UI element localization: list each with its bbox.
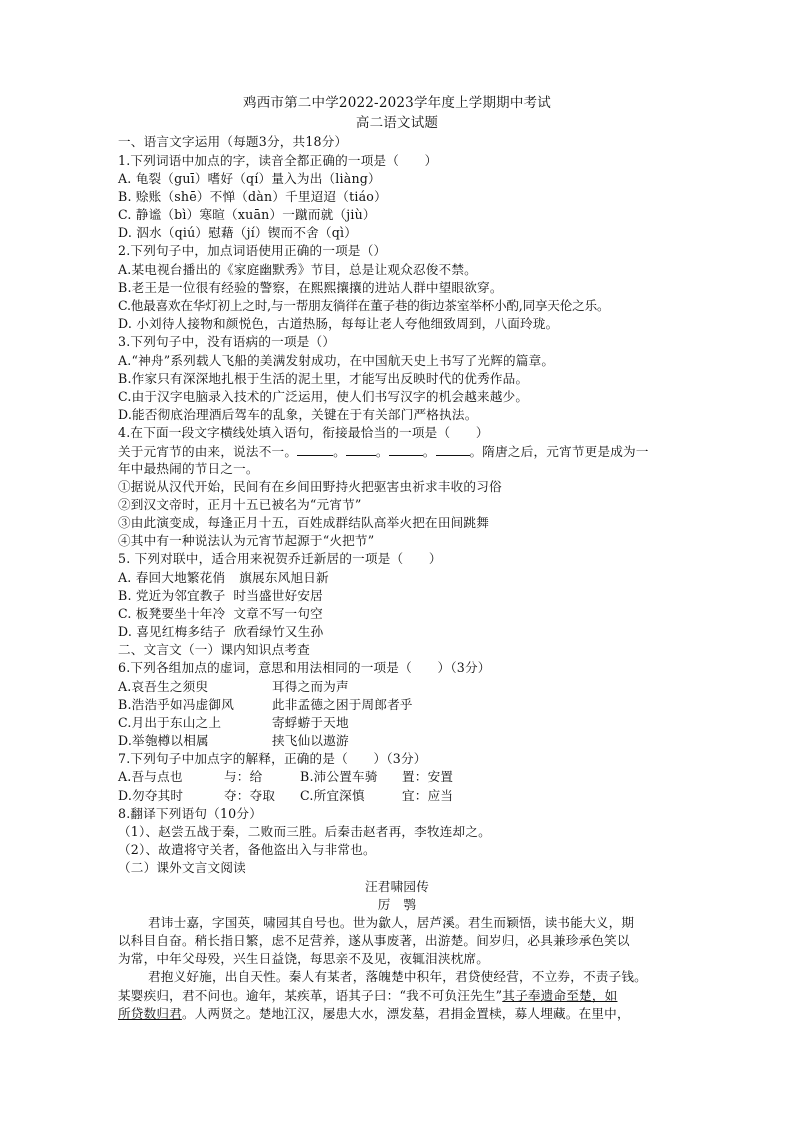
q5-b-upper: B. 党近为邻宜教子 bbox=[118, 588, 226, 603]
q5-option-a bbox=[118, 569, 329, 587]
passage-p1-line3: 为常，中年父母殁，兴生日益饶，每思亲不及见，夜辄泪浃枕席。 bbox=[118, 951, 490, 966]
q6-d-first: D.举匏樽以相属 bbox=[118, 733, 209, 748]
q4-sentence-2: ②到汉文帝时，正月十五已被名为“元宵节” bbox=[118, 497, 362, 512]
exam-title: 鸡西市第二中学2022-2023学年度上学期期中考试 bbox=[243, 95, 551, 111]
q2-option-b: B.老王是一位很有经验的警察，在熙熙攘攘的进站人群中望眼欲穿。 bbox=[118, 280, 503, 295]
q1-option-b: B. 赊账（shē）不惮（dàn）千里迢迢（tiáo） bbox=[118, 189, 387, 204]
passage-author: 厉 鹗 bbox=[377, 897, 417, 912]
passage-underlined-sentence-part1: 其子奉遗命至楚，如 bbox=[502, 988, 618, 1003]
q3-option-a: A.“神舟”系列载人飞船的美满发射成功，在中国航天史上书写了光辉的篇章。 bbox=[118, 353, 555, 368]
section2-sub-heading: （二）课外文言文阅读 bbox=[118, 860, 246, 875]
exam-subtitle: 高二语文试题 bbox=[355, 115, 439, 131]
passage-p2-line2 bbox=[118, 987, 617, 1005]
q6-option-b bbox=[118, 696, 413, 714]
q4-period-1: 。 bbox=[333, 444, 346, 459]
passage-p2-line3-text: 。人两贤之。楚地江汉，屡患大水，漂发墓，君捐金置椟，募人埋藏。在里中， bbox=[181, 1006, 630, 1021]
passage-p1-line2: 以科目自奋。稍长指日繁，虑不足营养，遂从事废著，出游楚。间岁归，必具兼珍承色笑以 bbox=[118, 933, 630, 948]
q2-option-d: D. 小刘待人接物和颜悦色，古道热肠，每每让老人夸他细致周到，八面玲珑。 bbox=[118, 316, 559, 331]
q3-option-d: D.能否彻底治理酒后驾车的乱象，关键在于有关部门严格执法。 bbox=[118, 407, 478, 422]
q6-c-first: C.月出于东山之上 bbox=[118, 715, 222, 730]
q4-blank-2[interactable] bbox=[346, 442, 376, 456]
q1-option-a: A. 龟裂（guī）嗜好（qí）量入为出（liàng） bbox=[118, 171, 381, 186]
q5-a-upper: A. 春回大地繁花俏 bbox=[118, 570, 226, 585]
q5-option-d bbox=[118, 623, 323, 641]
passage-p2-line3 bbox=[118, 1005, 630, 1023]
passage-underlined-sentence-part2: 所贷数归君 bbox=[118, 1006, 182, 1021]
q4-blank-1[interactable] bbox=[297, 442, 333, 456]
q7-d-gloss: 宜：应当 bbox=[402, 788, 454, 803]
q5-c-upper: C. 板凳要坐十年冷 bbox=[118, 606, 226, 621]
q3-stem: 3.下列句子中，没有语病的一项是（） bbox=[118, 334, 336, 349]
q4-passage-end: 。隋唐之后，元宵节更是成为一 bbox=[469, 444, 649, 459]
q5-d-upper: D. 喜见红梅多结子 bbox=[118, 624, 226, 639]
q6-option-a bbox=[118, 678, 349, 696]
q8-sentence-1: （1）、赵尝五战于秦，二败而三胜。后秦击赵者再，李牧连却之。 bbox=[118, 824, 491, 839]
q7-c-sentence: D.勿夺其时 bbox=[118, 788, 184, 803]
q6-d-second: 挟飞仙以遨游 bbox=[272, 733, 349, 748]
section2-heading: 二、文言文（一）课内知识点考查 bbox=[118, 642, 310, 657]
q5-b-lower: 时当盛世好安居 bbox=[233, 588, 323, 603]
q7-a-gloss: 与：给 bbox=[224, 769, 263, 784]
passage-p1-line1: 君讳士嘉，字国英，啸园其自号也。世为歙人，居芦溪。君生而颖悟，读书能大义，期 bbox=[148, 915, 635, 930]
q7-b-gloss: 置：安置 bbox=[402, 769, 454, 784]
q6-stem: 6.下列各组加点的虚词，意思和用法相同的一项是（ ）（3分） bbox=[118, 660, 491, 675]
passage-p2-line1: 君抱义好施，出自天性。秦人有某者，落魄楚中积年，君贷使经营，不立券，不责子钱。 bbox=[148, 969, 647, 984]
q4-blank-3[interactable] bbox=[389, 442, 423, 456]
q4-passage-start: 关于元宵节的由来，说法不一。 bbox=[118, 444, 298, 459]
passage-p2-line2-text: 某婴疾归，君不问也。逾年，某疾革，语其子曰：“我不可负汪先生” bbox=[118, 988, 503, 1003]
q4-sentence-4: ④其中有一种说法认为元宵节起源于“火把节” bbox=[118, 533, 375, 548]
q6-option-d bbox=[118, 732, 349, 750]
q4-period-3: 。 bbox=[422, 444, 436, 459]
q6-c-second: 寄蜉蝣于天地 bbox=[272, 715, 349, 730]
q7-row-1 bbox=[118, 768, 453, 786]
q1-stem: 1.下列词语中加点的字，读音全都正确的一项是（ ） bbox=[118, 153, 438, 168]
q3-option-b: B.作家只有深深地扎根于生活的泥土里，才能写出反映时代的优秀作品。 bbox=[118, 371, 529, 386]
q4-sentence-1: ①据说从汉代开始，民间有在乡间田野持火把驱害虫祈求丰收的习俗 bbox=[118, 479, 502, 494]
q2-stem: 2.下列句子中，加点词语使用正确的一项是（） bbox=[118, 243, 387, 258]
q1-option-c: C. 静谧（bì）寒暄（xuān）一蹴而就（jiù） bbox=[118, 207, 376, 222]
q6-option-c bbox=[118, 714, 349, 732]
q5-option-c bbox=[118, 605, 323, 623]
q6-a-first: A.哀吾生之须臾 bbox=[118, 679, 209, 694]
section1-heading: 一、语言文字运用（每题3分，共18分） bbox=[118, 134, 348, 149]
q1-option-d: D. 泅水（qiú）慰藉（jí）锲而不舍（qì） bbox=[118, 225, 357, 240]
q5-c-lower: 文章不写一句空 bbox=[233, 606, 323, 621]
q2-option-a: A.某电视台播出的《家庭幽默秀》节目，总是让观众忍俊不禁。 bbox=[118, 262, 477, 277]
q5-option-b bbox=[118, 587, 323, 605]
q5-stem: 5. 下列对联中，适合用来祝贺乔迁新居的一项是（ ） bbox=[118, 551, 442, 566]
q6-b-second: 此非孟德之困于周郎者乎 bbox=[272, 697, 413, 712]
q8-sentence-2: （2）、故遣将守关者，备他盗出入与非常也。 bbox=[118, 842, 376, 857]
q5-a-lower: 旗展东风旭日新 bbox=[239, 570, 329, 585]
q2-option-c: C.他最喜欢在华灯初上之时,与一帮朋友徜徉在董子巷的街边茶室举杯小酌,同享天伦之乐。 bbox=[118, 298, 610, 313]
q8-stem: 8.翻译下列语句（10分） bbox=[118, 806, 262, 821]
passage-title: 汪君啸园传 bbox=[365, 879, 429, 894]
q4-passage-line1 bbox=[118, 442, 649, 461]
q5-d-lower: 欣看绿竹又生孙 bbox=[233, 624, 324, 639]
q4-period-2: 。 bbox=[375, 444, 389, 459]
q7-a-sentence: A.吾与点也 bbox=[118, 769, 183, 784]
q7-d-sentence: C.所宜深慎 bbox=[300, 788, 365, 803]
q4-sentence-3: ③由此演变成，每逢正月十五，百姓成群结队高举火把在田间跳舞 bbox=[118, 515, 490, 530]
q6-a-second: 耳得之而为声 bbox=[272, 679, 349, 694]
q6-b-first: B.浩浩乎如冯虚御风 bbox=[118, 697, 235, 712]
q7-stem: 7.下列句子中加点字的解释，正确的是（ ）（3分） bbox=[118, 751, 427, 766]
q4-passage-line2: 年中最热闹的节日之一。 bbox=[118, 461, 259, 476]
q7-c-gloss: 夺：夺取 bbox=[224, 788, 276, 803]
q4-blank-4[interactable] bbox=[436, 442, 470, 456]
q7-b-sentence: B.沛公置车骑 bbox=[300, 769, 378, 784]
q7-row-2 bbox=[118, 787, 453, 805]
q3-option-c: C.由于汉字电脑录入技术的广泛运用，使人们书写汉字的机会越来越少。 bbox=[118, 389, 529, 404]
q4-stem: 4.在下面一段文字横线处填入语句，衔接最恰当的一项是（ ） bbox=[118, 425, 489, 440]
